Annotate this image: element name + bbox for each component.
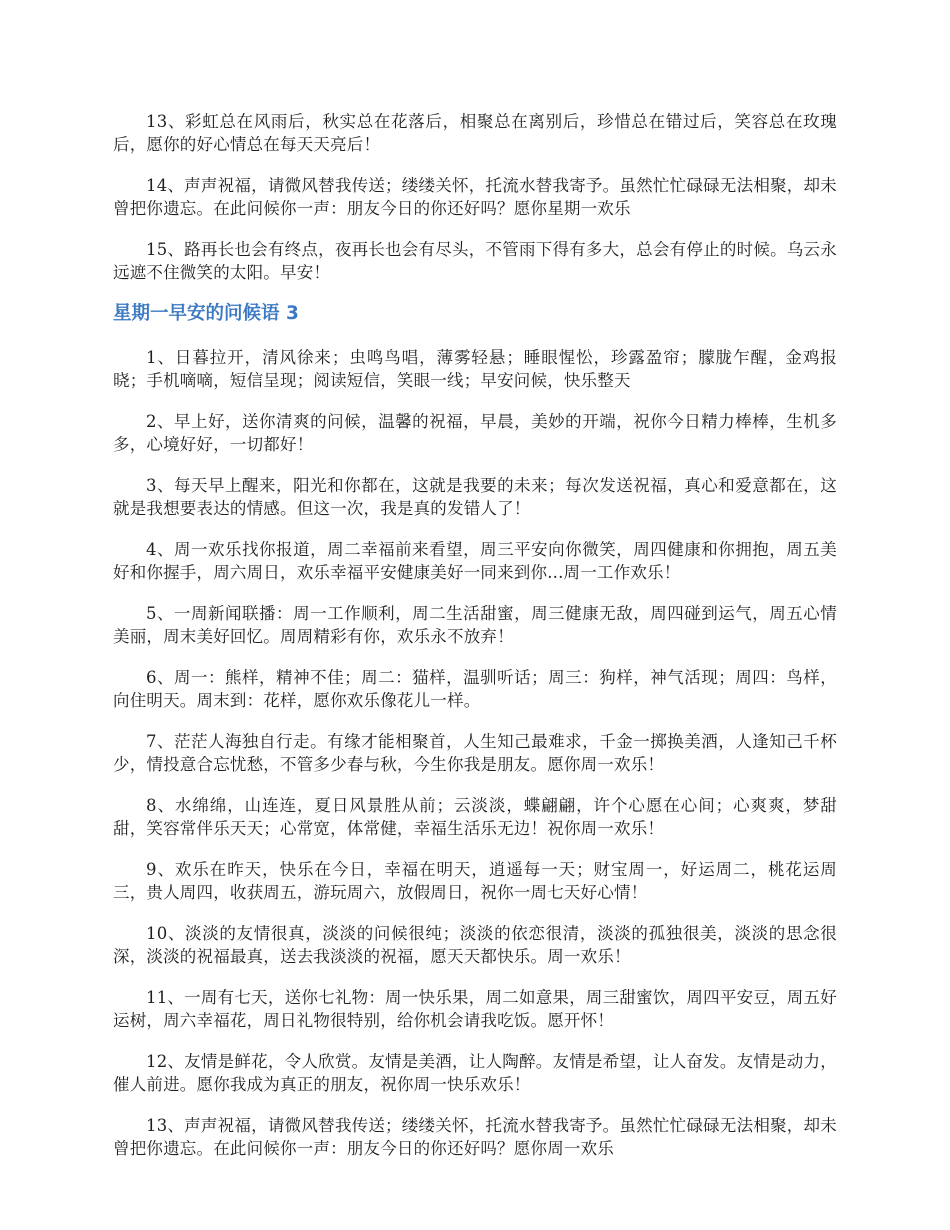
paragraph-2: 2、早上好，送你清爽的问候，温馨的祝福，早晨，美妙的开端，祝你今日精力棒棒，生机多多，心境好好，一切都好！: [113, 412, 837, 454]
paragraph-8: 8、水绵绵，山连连，夏日风景胜从前；云淡淡，蝶翩翩，许个心愿在心间；心爽爽，梦甜甜，笑容常伴乐天天；心常宽，体常健，幸福生活乐无边！祝你周一欢乐！: [113, 796, 837, 838]
paragraph-7: 7、茫茫人海独自行走。有缘才能相聚首，人生知己最难求，千金一掷换美酒，人逢知己千杯少，情投意合忘忧愁，不管多少春与秋，今生你我是朋友。愿你周一欢乐！: [113, 732, 837, 774]
paragraph-6: 6、周一：熊样，精神不佳；周二：猫样，温驯听话；周三：狗样，神气活现；周四：鸟样，向住明天。周末到：花样，愿你欢乐像花儿一样。: [113, 668, 837, 710]
paragraph-5: 5、一周新闻联播：周一工作顺利，周二生活甜蜜，周三健康无敌，周四碰到运气，周五心情美丽，周末美好回忆。周周精彩有你，欢乐永不放弃！: [113, 604, 837, 646]
paragraph-15-prev: 15、路再长也会有终点，夜再长也会有尽头，不管雨下得有多大，总会有停止的时候。乌云永远遮不住微笑的太阳。早安！: [113, 240, 837, 282]
paragraph-11: 11、一周有七天，送你七礼物：周一快乐果，周二如意果，周三甜蜜饮，周四平安豆，周五好运树，周六幸福花，周日礼物很特别，给你机会请我吃饭。愿开怀！: [113, 988, 837, 1030]
paragraph-12: 12、友情是鲜花，令人欣赏。友情是美酒，让人陶醉。友情是希望，让人奋发。友情是动力，催人前进。愿你我成为真正的朋友，祝你周一快乐欢乐！: [113, 1052, 837, 1094]
section-heading: 星期一早安的问候语 3: [113, 303, 299, 324]
paragraph-13: 13、声声祝福，请微风替我传送；缕缕关怀，托流水替我寄予。虽然忙忙碌碌无法相聚，却未曾把你遗忘。在此问候你一声：朋友今日的你还好吗？愿你周一欢乐: [113, 1116, 837, 1158]
paragraph-1: 1、日暮拉开，清风徐来；虫鸣鸟唱，薄雾轻悬；睡眼惺忪，珍露盈帘；朦胧乍醒，金鸡报晓；手机嘀嘀，短信呈现；阅读短信，笑眼一线；早安问候，快乐整天: [113, 348, 837, 390]
paragraph-13-prev: 13、彩虹总在风雨后，秋实总在花落后，相聚总在离别后，珍惜总在错过后，笑容总在玫瑰后，愿你的好心情总在每天天亮后！: [113, 112, 837, 154]
paragraph-3: 3、每天早上醒来，阳光和你都在，这就是我要的未来；每次发送祝福，真心和爱意都在，这就是我想要表达的情感。但这一次，我是真的发错人了！: [113, 476, 837, 518]
paragraph-9: 9、欢乐在昨天，快乐在今日，幸福在明天，逍遥每一天；财宝周一，好运周二，桃花运周三，贵人周四，收获周五，游玩周六，放假周日，祝你一周七天好心情！: [113, 860, 837, 902]
document-page: [113, 110, 837, 1178]
paragraph-4: 4、周一欢乐找你报道，周二幸福前来看望，周三平安向你微笑，周四健康和你拥抱，周五美好和你握手，周六周日，欢乐幸福平安健康美好一同来到你...周一工作欢乐！: [113, 540, 837, 582]
paragraph-10: 10、淡淡的友情很真，淡淡的问候很纯；淡淡的依恋很清，淡淡的孤独很美，淡淡的思念很深，淡淡的祝福最真，送去我淡淡的祝福，愿天天都快乐。周一欢乐！: [113, 924, 837, 966]
paragraph-14-prev: 14、声声祝福，请微风替我传送；缕缕关怀，托流水替我寄予。虽然忙忙碌碌无法相聚，却未曾把你遗忘。在此问候你一声：朋友今日的你还好吗？愿你星期一欢乐: [113, 176, 837, 218]
